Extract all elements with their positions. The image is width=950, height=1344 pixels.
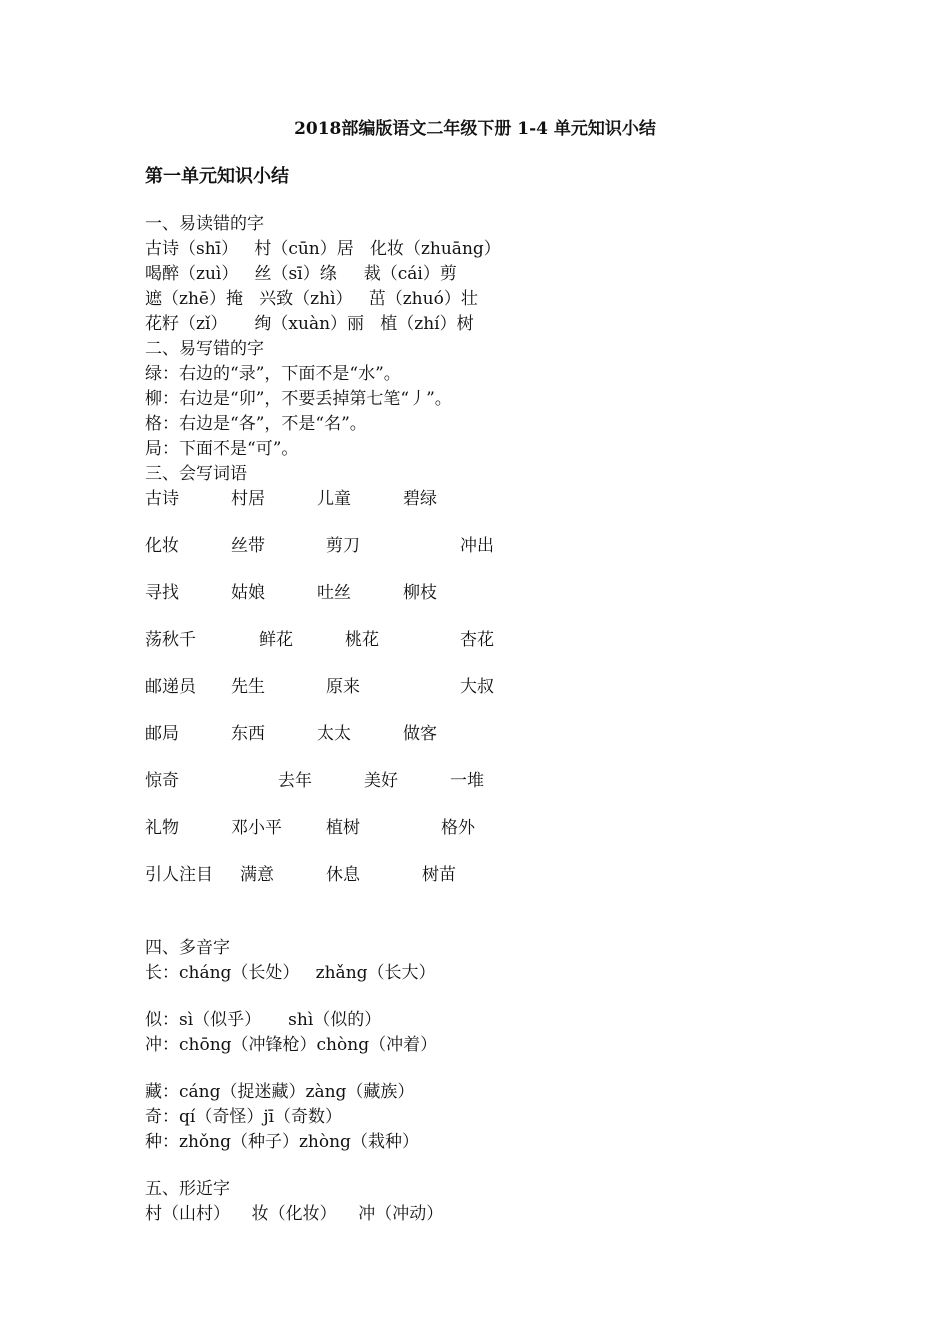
word-row <box>145 487 845 511</box>
unit-1-heading: 第一单元知识小结 <box>145 166 289 187</box>
vocab-word: 礼物 <box>145 818 179 838</box>
vocab-word: 杏花 <box>460 630 494 650</box>
polyphone-line: 冲：chōng（冲锋枪）chòng（冲着） <box>145 1035 438 1055</box>
vocab-word: 满意 <box>240 865 274 885</box>
section-4-heading: 四、多音字 <box>145 938 230 958</box>
word-row <box>145 863 845 887</box>
vocab-word: 去年 <box>278 771 312 791</box>
vocab-word: 桃花 <box>345 630 379 650</box>
vocab-word: 植树 <box>326 818 360 838</box>
polyphone-line: 藏：cáng（捉迷藏）zàng（藏族） <box>145 1082 415 1102</box>
similar-chars-line: 村（山村） 妆（化妆） 冲（冲动） <box>145 1204 444 1224</box>
polyphone-line: 长：cháng（长处） zhǎng（长大） <box>145 963 436 983</box>
vocab-word: 姑娘 <box>231 583 265 603</box>
vocab-word: 太太 <box>317 724 351 744</box>
document-title: 2018部编版语文二年级下册 1-4 单元知识小结 <box>294 119 656 139</box>
writing-note: 局：下面不是“可”。 <box>145 439 299 459</box>
section-1-heading: 一、易读错的字 <box>145 214 264 234</box>
writing-note: 绿：右边的“录”，下面不是“水”。 <box>145 364 401 384</box>
word-row <box>145 534 845 558</box>
vocab-word: 剪刀 <box>326 536 360 556</box>
vocab-word: 古诗 <box>145 489 179 509</box>
vocab-word: 东西 <box>231 724 265 744</box>
vocab-word: 一堆 <box>450 771 484 791</box>
pinyin-line: 古诗（shī） 村（cūn）居 化妆（zhuāng） <box>145 239 501 259</box>
vocab-word: 寻找 <box>145 583 179 603</box>
polyphone-line: 奇：qí（奇怪）jī（奇数） <box>145 1107 343 1127</box>
vocab-word: 树苗 <box>422 865 456 885</box>
writing-note: 柳：右边是“卯”，不要丢掉第七笔“丿”。 <box>145 389 452 409</box>
pinyin-line: 遮（zhē）掩 兴致（zhì） 茁（zhuó）壮 <box>145 289 478 309</box>
vocab-word: 邮递员 <box>145 677 196 697</box>
word-row <box>145 769 845 793</box>
pinyin-line: 喝醉（zuì） 丝（sī）绦 裁（cái）剪 <box>145 264 457 284</box>
vocab-word: 冲出 <box>460 536 494 556</box>
vocab-word: 格外 <box>441 818 475 838</box>
word-row <box>145 675 845 699</box>
vocab-word: 碧绿 <box>403 489 437 509</box>
word-row <box>145 581 845 605</box>
polyphone-line: 似：sì（似乎） shì（似的） <box>145 1010 382 1030</box>
vocab-word: 引人注目 <box>145 865 213 885</box>
vocab-word: 大叔 <box>460 677 494 697</box>
vocab-word: 村居 <box>231 489 265 509</box>
word-row <box>145 722 845 746</box>
section-3-heading: 三、会写词语 <box>145 464 247 484</box>
vocab-word: 吐丝 <box>317 583 351 603</box>
vocab-word: 儿童 <box>317 489 351 509</box>
writing-note: 格：右边是“各”，不是“名”。 <box>145 414 367 434</box>
word-row <box>145 816 845 840</box>
section-2-heading: 二、易写错的字 <box>145 339 264 359</box>
vocab-word: 邮局 <box>145 724 179 744</box>
vocab-word: 柳枝 <box>403 583 437 603</box>
polyphone-line: 种：zhǒng（种子）zhòng（栽种） <box>145 1132 419 1152</box>
vocab-word: 邓小平 <box>231 818 282 838</box>
vocab-word: 美好 <box>364 771 398 791</box>
vocab-word: 丝带 <box>231 536 265 556</box>
vocab-word: 鲜花 <box>259 630 293 650</box>
vocab-word: 先生 <box>231 677 265 697</box>
vocab-word: 原来 <box>326 677 360 697</box>
vocab-word: 休息 <box>326 865 360 885</box>
section-5-heading: 五、形近字 <box>145 1179 230 1199</box>
vocab-word: 惊奇 <box>145 771 179 791</box>
word-row <box>145 628 845 652</box>
vocab-word: 做客 <box>403 724 437 744</box>
vocab-word: 化妆 <box>145 536 179 556</box>
pinyin-line: 花籽（zǐ） 绚（xuàn）丽 植（zhí）树 <box>145 314 474 334</box>
vocab-word: 荡秋千 <box>145 630 196 650</box>
